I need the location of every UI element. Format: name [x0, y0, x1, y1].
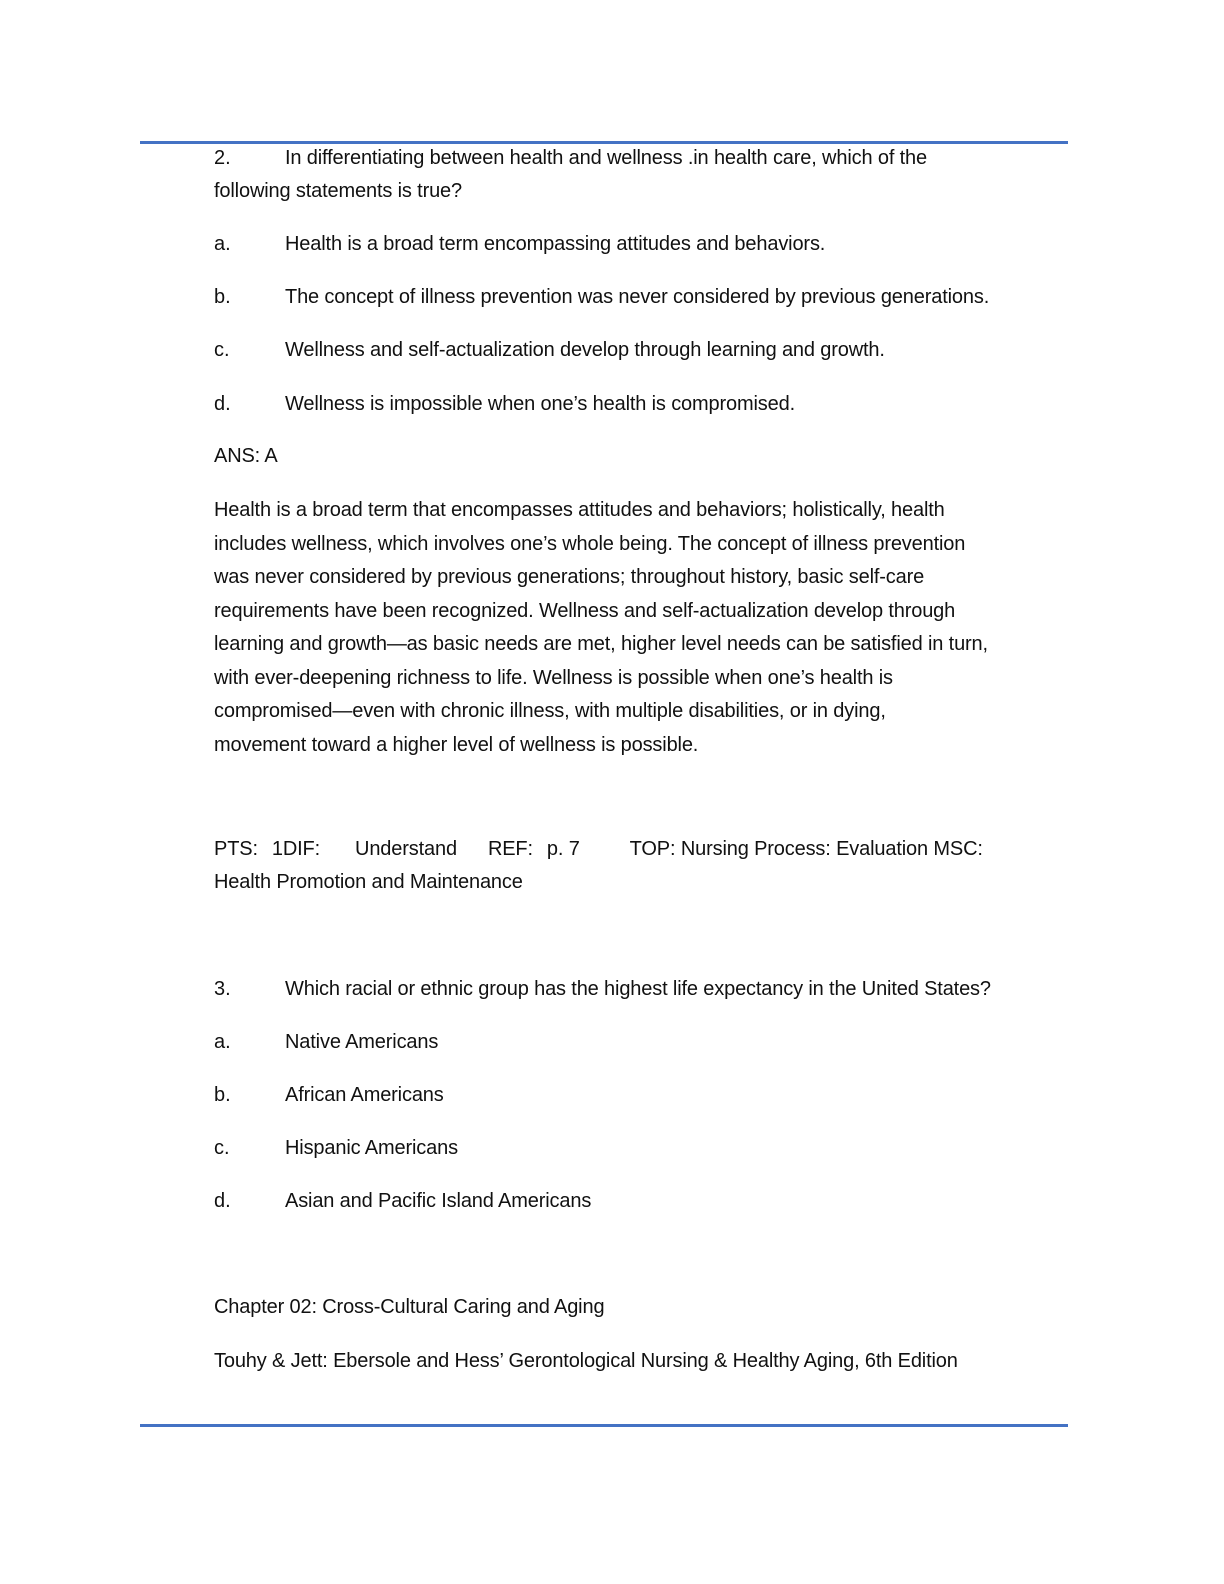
top-label: TOP: [629, 838, 676, 860]
footer-rule [140, 1424, 1068, 1427]
option-text: Native Americans [285, 1031, 439, 1053]
option-text: Health is a broad term encompassing attitudes and behaviors. [285, 233, 826, 255]
rationale-line: requirements have been recognized. Wellness and self-actualization develop through [214, 599, 956, 622]
rationale-line: with ever-deepening richness to life. Wellness is possible when one’s health is [214, 666, 893, 689]
top-value: Nursing Process: Evaluation [680, 838, 928, 860]
option-letter: a. [214, 233, 231, 255]
msc-value: Health Promotion and Maintenance [214, 871, 523, 893]
pts-value: 1 [271, 838, 283, 860]
ref-label: REF: [487, 838, 533, 860]
dif-value: Understand [355, 838, 457, 860]
option-letter: d. [214, 1190, 231, 1212]
rationale-line: movement toward a higher level of wellness is possible. [214, 733, 699, 756]
question-metadata [214, 833, 983, 867]
msc-label: MSC: [933, 838, 983, 860]
pts-label: PTS: [214, 838, 258, 860]
question-stem-continued: following statements is true? [214, 180, 462, 202]
option-text: Wellness and self-actualization develop through learning and growth. [285, 339, 885, 361]
chapter-title: Chapter 02: Cross-Cultural Caring and Aging [214, 1296, 605, 1318]
option-letter: b. [214, 286, 231, 308]
book-citation: Touhy & Jett: Ebersole and Hess’ Gerontological Nursing & Healthy Aging, 6th Edition [214, 1350, 958, 1372]
rationale-line: learning and growth—as basic needs are met, higher level needs can be satisfied in turn, [214, 633, 988, 655]
question-number: 3. [214, 978, 231, 1000]
rationale-line: includes wellness, which involves one’s whole being. The concept of illness prevention [214, 532, 966, 555]
option-letter: b. [214, 1084, 231, 1106]
answer-key: ANS: A [214, 445, 278, 467]
option-text: Hispanic Americans [285, 1137, 458, 1159]
option-text: African Americans [285, 1084, 444, 1106]
rationale-line: Health is a broad term that encompasses attitudes and behaviors; holistically, health [214, 499, 945, 521]
rationale-line: was never considered by previous generations; throughout history, basic self-care [214, 566, 925, 588]
option-text: The concept of illness prevention was never considered by previous generations. [285, 286, 990, 308]
option-letter: a. [214, 1031, 231, 1053]
option-text: Wellness is impossible when one’s health is compromised. [285, 393, 795, 415]
option-letter: d. [214, 393, 231, 415]
question-number: 2. [214, 147, 231, 169]
question-stem: Which racial or ethnic group has the highest life expectancy in the United States? [285, 978, 991, 1000]
rationale-line: compromised—even with chronic illness, with multiple disabilities, or in dying, [214, 700, 886, 722]
option-letter: c. [214, 1137, 230, 1159]
dif-label: DIF: [282, 838, 321, 860]
option-letter: c. [214, 339, 230, 361]
ref-value: p. 7 [546, 838, 580, 860]
option-text: Asian and Pacific Island Americans [285, 1190, 592, 1212]
question-stem: In differentiating between health and wellness .in health care, which of the [285, 147, 927, 169]
rationale [214, 494, 1084, 762]
